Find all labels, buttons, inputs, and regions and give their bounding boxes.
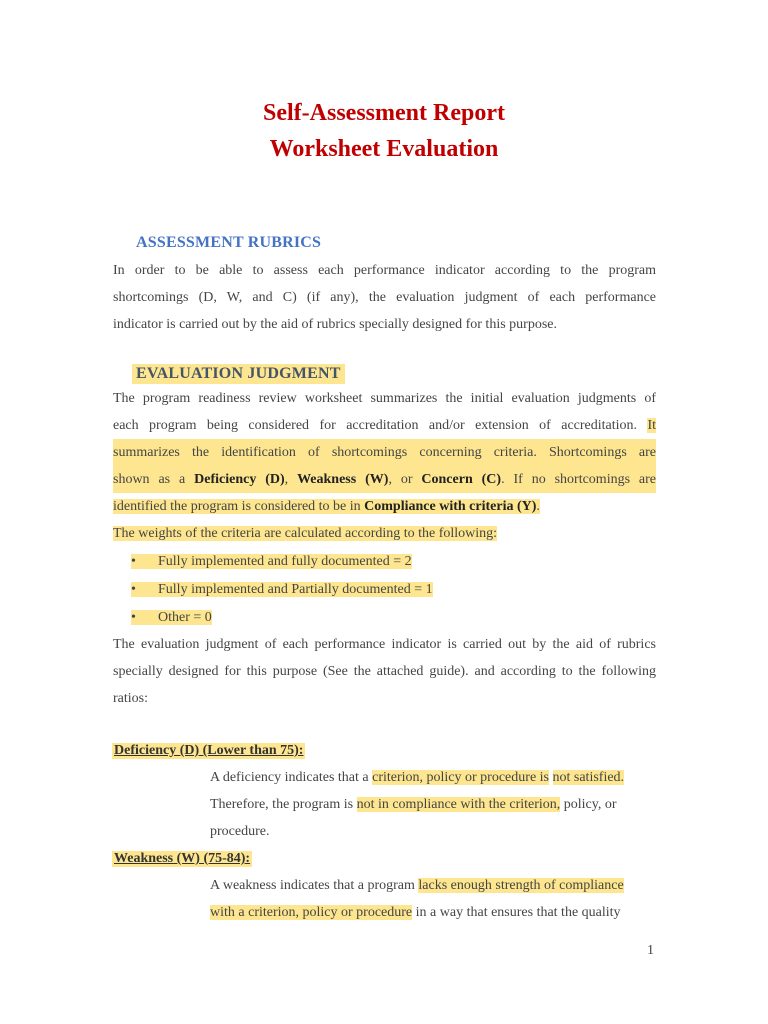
bullet-item [131, 604, 212, 631]
deficiency-line [210, 791, 656, 818]
weakness-line [210, 872, 656, 899]
deficiency-line: procedure. [210, 824, 270, 839]
text-run: shown as a [113, 472, 186, 487]
bullet-dot-icon: • [131, 582, 136, 597]
rubrics-line: indicator is carried out by the aid of rubrics specially designed for this purpose. [113, 317, 557, 332]
text-run: A weakness indicates that a program [210, 878, 415, 893]
evaluation-line [113, 493, 656, 520]
bullet-highlight [131, 610, 212, 625]
rubrics-line: shortcomings (D, W, and C) (if any), the evaluation judgment of each performance [113, 290, 656, 305]
ratios-line: The evaluation judgment of each performance indicator is carried out by the aid of rubrics [113, 637, 656, 652]
text-run: , [284, 472, 289, 487]
ratios-paragraph [113, 631, 656, 712]
bullet-dot-icon: • [131, 610, 136, 625]
assessment-rubrics-paragraph [113, 257, 656, 338]
evaluation-line [113, 520, 656, 547]
document-title-line1: Self-Assessment Report [263, 100, 505, 126]
document-title-line2: Worksheet Evaluation [269, 136, 499, 162]
evaluation-line: summarizes the identification of shortcomings concerning criteria. Shortcomings are [113, 439, 656, 466]
weakness-line [210, 899, 656, 926]
highlighted-text: The weights of the criteria are calculated according to the following: [113, 526, 498, 541]
bullet-highlight [131, 582, 433, 597]
text-run: identified the program is considered to be in [113, 499, 361, 514]
highlighted-text: It [647, 418, 656, 433]
evaluation-line [113, 466, 656, 493]
term-weakness: Weakness (W) [297, 472, 389, 487]
evaluation-judgment-paragraph [113, 385, 656, 547]
highlighted-text: not in compliance with the criterion, [356, 797, 561, 812]
weakness-description [210, 872, 656, 926]
text-run: Therefore, the program is [210, 797, 354, 812]
text-run: . [536, 499, 540, 514]
highlighted-text: criterion, policy or procedure is [372, 770, 549, 785]
evaluation-judgment-heading: EVALUATION JUDGMENT [132, 364, 345, 384]
bullet-dot-icon: • [131, 554, 136, 569]
bullet-highlight [131, 554, 412, 569]
assessment-rubrics-heading: ASSESSMENT RUBRICS [136, 234, 322, 251]
text-run: each program being considered for accreditation and/or extension of accreditation. [113, 418, 638, 433]
evaluation-line: The program readiness review worksheet summarizes the initial evaluation judgments of [113, 391, 656, 406]
ratios-line: ratios: [113, 691, 148, 706]
text-run: in a way that ensures that the quality [415, 905, 621, 920]
highlighted-text: not satisfied. [552, 770, 625, 785]
deficiency-description [210, 764, 656, 845]
ratios-line: specially designed for this purpose (See the attached guide). and according to the following [113, 664, 656, 679]
bullet-text: Fully implemented and fully documented = 2 [158, 554, 412, 569]
bullet-text: Fully implemented and Partially documented = 1 [158, 582, 433, 597]
term-concern: Concern (C) [421, 472, 502, 487]
highlighted-text: lacks enough strength of compliance [418, 878, 624, 893]
term-compliance: Compliance with criteria (Y) [364, 499, 537, 514]
deficiency-label: Deficiency (D) (Lower than 75): [114, 743, 304, 758]
page-number: 1 [647, 943, 654, 958]
evaluation-line [113, 412, 656, 439]
text-run: policy, or [563, 797, 617, 812]
highlighted-text [113, 499, 540, 514]
text-run: A deficiency indicates that a [210, 770, 369, 785]
bullet-text: Other = 0 [158, 610, 212, 625]
text-run: , or [388, 472, 413, 487]
bullet-item [131, 548, 412, 575]
weakness-label: Weakness (W) (75-84): [114, 851, 251, 866]
highlighted-text: with a criterion, policy or procedure [210, 905, 413, 920]
deficiency-line [210, 764, 656, 791]
rubrics-line: In order to be able to assess each performance indicator according to the program [113, 263, 656, 278]
term-deficiency: Deficiency (D) [194, 472, 285, 487]
bullet-item [131, 576, 433, 603]
text-run: . If no shortcomings are [501, 472, 656, 487]
